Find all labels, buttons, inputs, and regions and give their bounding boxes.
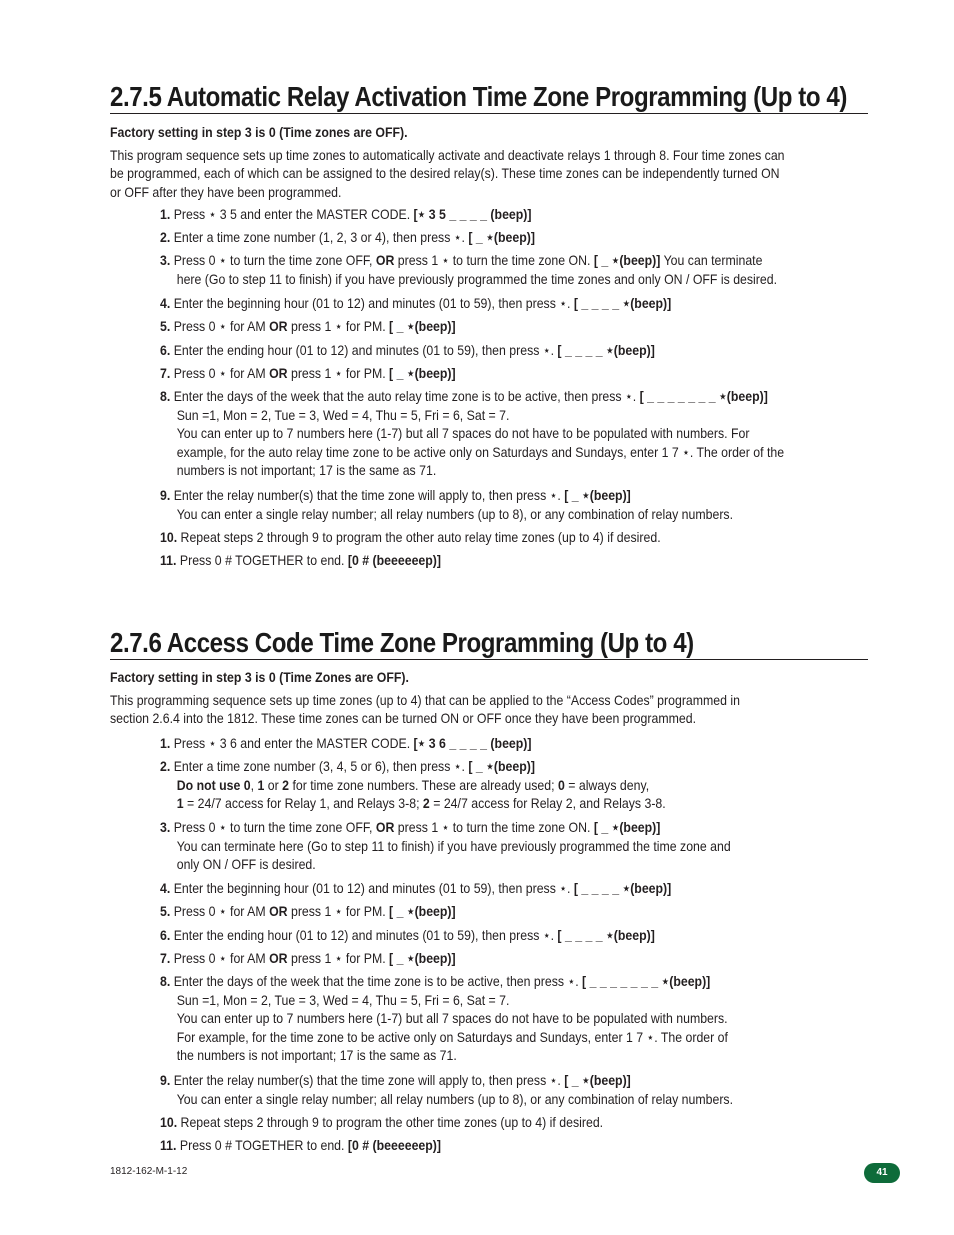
step-text: Enter the days of the week that the time zone is to be active, then press ⋆. [173, 973, 583, 989]
step-continuation-line [160, 406, 784, 425]
section-276-step [160, 949, 496, 968]
section-275-step [160, 317, 496, 336]
step-text: Press 0 ⋆ for AM [173, 318, 270, 334]
section-276-step [160, 1136, 479, 1155]
step-bold-text: [⋆ 3 6 _ _ _ _ (beep)] [413, 735, 532, 751]
section-275-step [160, 486, 811, 523]
step-text: Enter the beginning hour (01 to 12) and minutes (01 to 59), then press ⋆. [173, 880, 574, 896]
section-275-step [160, 294, 741, 313]
section-276-title: 2.7.6 Access Code Time Zone Programming (Up to 4) [110, 628, 868, 660]
step-text: Press 0 # TOGETHER to end. [179, 1137, 348, 1153]
step-bold-text: OR [269, 950, 288, 966]
step-text: = 24/7 access for Relay 1, and Relays 3-8; [183, 795, 423, 811]
step-continuation-line [160, 1028, 728, 1047]
intro-line: This program sequence sets up time zones to automatically activate and deactivate relays 1 through 8. Four time zones can [110, 147, 785, 163]
step-bold-text: Do not use 0 [176, 776, 251, 793]
step-line [160, 879, 671, 898]
step-text: Repeat steps 2 through 9 to program the other auto relay time zones (up to 4) if desired. [180, 529, 661, 545]
step-number: 5. [160, 318, 174, 334]
step-number: 6. [160, 927, 174, 943]
step-number: 4. [160, 880, 174, 896]
step-text: press 1 ⋆ for PM. [287, 903, 390, 919]
step-text: You can enter a single relay number; all relay numbers (up to 8), or any combination of relay numbers. [176, 1090, 734, 1107]
step-text: Enter the relay number(s) that the time zone will apply to, then press ⋆. [173, 487, 565, 503]
step-text: press 1 ⋆ to turn the time zone ON. [394, 252, 594, 268]
intro-line: section 2.6.4 into the 1812. These time zones can be turned ON or OFF once they have been programmed. [110, 710, 696, 727]
step-text: Enter a time zone number (1, 2, 3 or 4), then press ⋆. [173, 229, 469, 245]
step-text: press 1 ⋆ for PM. [287, 950, 390, 966]
step-text: You can enter up to 7 numbers here (1-7) but all 7 spaces do not have to be populated with numbers. [176, 1010, 728, 1026]
step-number: 2. [160, 229, 174, 245]
step-bold-text: OR [375, 819, 395, 835]
step-continuation-line [160, 443, 784, 462]
step-text: Enter the ending hour (01 to 12) and minutes (01 to 59), then press ⋆. [173, 342, 558, 358]
step-bold-text: [⋆ 3 5 _ _ _ _ (beep)] [413, 206, 532, 222]
section-275-step [160, 387, 869, 480]
step-text: for time zone numbers. These are already used; [289, 776, 558, 793]
step-bold-text: 2 [282, 776, 290, 793]
step-text: Press 0 ⋆ to turn the time zone OFF, [173, 819, 376, 835]
step-bold-text: 2 [422, 795, 430, 811]
step-text: You can enter up to 7 numbers here (1-7) but all 7 spaces do not have to be populated with numbers. For [176, 425, 750, 441]
section-276-step [160, 757, 735, 813]
section-275-step [160, 205, 582, 224]
step-text: You can terminate [660, 252, 763, 268]
step-bold-text: [0 # (beeeeeep)] [347, 1137, 442, 1153]
step-bold-text: [ _ ⋆(beep)] [564, 487, 631, 503]
step-text: , [250, 776, 258, 793]
step-number: 7. [160, 365, 174, 381]
step-bold-text: [ _ ⋆(beep)] [468, 229, 535, 245]
step-number: 4. [160, 295, 174, 311]
step-line [160, 1113, 603, 1132]
step-number: 10. [160, 1114, 181, 1130]
step-text: Press ⋆ 3 6 and enter the MASTER CODE. [173, 735, 414, 751]
step-text: example, for the auto relay time zone to be active only on Saturdays and Sundays, enter 1 7 ⋆. The order of the [176, 443, 785, 460]
section-276-step [160, 818, 809, 874]
step-line [160, 486, 733, 505]
step-line [160, 818, 731, 837]
section-275-step [160, 551, 479, 570]
step-line [160, 387, 784, 406]
section-276-step [160, 902, 496, 921]
step-text: numbers is not important; 17 is the same as 71. [176, 462, 437, 478]
step-number: 7. [160, 950, 174, 966]
step-text: Enter a time zone number (3, 4, 5 or 6), then press ⋆. [173, 758, 469, 774]
step-text: Enter the relay number(s) that the time zone will apply to, then press ⋆. [173, 1072, 565, 1088]
step-text: Enter the beginning hour (01 to 12) and minutes (01 to 59), then press ⋆. [173, 295, 574, 311]
step-continuation-line [160, 270, 777, 289]
step-text: Press 0 ⋆ for AM [173, 365, 270, 381]
step-text: = always deny, [564, 776, 650, 793]
step-number: 3. [160, 819, 174, 835]
step-text: You can terminate here (Go to step 11 to finish) if you have previously programmed the time zone and [176, 837, 731, 854]
step-bold-text: OR [269, 903, 288, 919]
step-text: press 1 ⋆ for PM. [287, 318, 390, 334]
step-number: 1. [160, 735, 174, 751]
step-continuation-line [160, 855, 731, 874]
section-275-step [160, 364, 496, 383]
step-line [160, 734, 532, 753]
step-line [160, 1071, 733, 1090]
step-continuation-line [160, 1009, 728, 1028]
step-bold-text: 1 [176, 795, 184, 811]
section-275-step [160, 228, 586, 247]
page-number-badge: 41 [864, 1163, 900, 1183]
step-number: 11. [160, 1137, 180, 1153]
section-276-intro [110, 691, 870, 728]
step-number: 10. [160, 529, 181, 545]
step-number: 11. [160, 552, 180, 568]
step-text: Press 0 ⋆ for AM [173, 903, 270, 919]
step-text: Sun =1, Mon = 2, Tue = 3, Wed = 4, Thu = 5, Fri = 6, Sat = 7. [176, 406, 510, 423]
step-bold-text: [ _ ⋆(beep)] [389, 318, 456, 334]
step-bold-text: 0 [557, 776, 565, 793]
step-text: here (Go to step 11 to finish) if you have previously programmed the time zones and only ON / OFF is desired. [176, 270, 778, 287]
intro-line: or OFF after they have been programmed. [110, 183, 342, 200]
step-text: = 24/7 access for Relay 2, and Relays 3-8. [429, 795, 666, 811]
step-continuation-line [160, 1046, 728, 1065]
section-276-step [160, 1071, 811, 1108]
step-line [160, 926, 655, 945]
section-276-factory-setting: Factory setting in step 3 is 0 (Time Zones are OFF). [110, 669, 409, 685]
step-line [160, 551, 441, 570]
step-bold-text: [ _ _ _ _ ⋆(beep)] [557, 927, 655, 943]
step-line [160, 757, 666, 776]
section-276-step [160, 734, 582, 753]
section-276-step [160, 1113, 664, 1132]
step-line [160, 341, 655, 360]
step-line [160, 528, 661, 547]
step-bold-text: [ _ _ _ _ ⋆(beep)] [573, 880, 672, 896]
step-bold-text: [ _ ⋆(beep)] [389, 365, 456, 381]
step-number: 6. [160, 342, 174, 358]
document-code: 1812-162-M-1-12 [110, 1166, 188, 1177]
step-text: Press 0 ⋆ for AM [173, 950, 270, 966]
step-bold-text: OR [269, 318, 288, 334]
step-bold-text: [0 # (beeeeeep)] [347, 552, 442, 568]
section-275-factory-setting: Factory setting in step 3 is 0 (Time zones are OFF). [110, 124, 408, 140]
step-bold-text: [ _ ⋆(beep)] [389, 903, 456, 919]
step-continuation-line [160, 505, 733, 524]
step-bold-text: [ _ ⋆(beep)] [593, 819, 661, 835]
step-number: 9. [160, 1072, 174, 1088]
step-bold-text: [ _ _ _ _ _ _ _ ⋆(beep)] [582, 973, 711, 989]
step-text: or [264, 776, 283, 793]
step-line [160, 251, 777, 270]
section-275-step [160, 528, 729, 547]
step-line [160, 205, 532, 224]
step-number: 9. [160, 487, 174, 503]
step-bold-text: [ _ _ _ _ _ _ _ ⋆(beep)] [639, 388, 768, 404]
step-continuation-line [160, 424, 784, 443]
step-line [160, 317, 456, 336]
step-continuation-line [160, 837, 731, 856]
step-text: the numbers is not important; 17 is the same as 71. [176, 1047, 457, 1063]
section-275-step [160, 341, 722, 360]
step-number: 3. [160, 252, 174, 268]
section-276-step [160, 879, 741, 898]
intro-line: This programming sequence sets up time zones (up to 4) that can be applied to the “Access Codes” programmed in [110, 692, 741, 708]
step-continuation-line [160, 991, 728, 1010]
step-number: 1. [160, 206, 174, 222]
step-line [160, 294, 671, 313]
step-text: Sun =1, Mon = 2, Tue = 3, Wed = 4, Thu = 5, Fri = 6, Sat = 7. [176, 991, 510, 1008]
intro-line: be programmed, each of which can be assigned to the desired relay(s). These time zones can be independently turned ON [110, 165, 780, 182]
step-line [160, 972, 728, 991]
step-continuation-line [160, 776, 666, 795]
step-continuation-line [160, 1090, 733, 1109]
step-line [160, 949, 456, 968]
step-number: 2. [160, 758, 174, 774]
step-text: only ON / OFF is desired. [176, 856, 316, 872]
step-bold-text: [ _ ⋆(beep)] [564, 1072, 631, 1088]
step-text: You can enter a single relay number; all relay numbers (up to 8), or any combination of relay numbers. [176, 505, 734, 522]
step-line [160, 1136, 441, 1155]
step-text: Enter the ending hour (01 to 12) and minutes (01 to 59), then press ⋆. [173, 927, 558, 943]
section-276-step [160, 926, 722, 945]
step-text: Press ⋆ 3 5 and enter the MASTER CODE. [173, 206, 414, 222]
step-bold-text: [ _ ⋆(beep)] [468, 758, 535, 774]
step-number: 8. [160, 973, 174, 989]
step-bold-text: [ _ ⋆(beep)] [593, 252, 661, 268]
step-bold-text: 1 [257, 776, 265, 793]
step-line [160, 228, 535, 247]
section-275-step [160, 251, 861, 288]
step-bold-text: [ _ _ _ _ ⋆(beep)] [557, 342, 655, 358]
step-continuation-line [160, 794, 666, 813]
section-276-step [160, 972, 805, 1065]
step-line [160, 902, 456, 921]
step-continuation-line [160, 461, 784, 480]
step-text: Press 0 # TOGETHER to end. [179, 552, 348, 568]
step-text: Enter the days of the week that the auto relay time zone is to be active, then press ⋆. [173, 388, 640, 404]
step-text: press 1 ⋆ for PM. [287, 365, 390, 381]
step-bold-text: OR [375, 252, 395, 268]
step-number: 5. [160, 903, 174, 919]
step-text: Repeat steps 2 through 9 to program the other time zones (up to 4) if desired. [180, 1114, 604, 1130]
section-275-title: 2.7.5 Automatic Relay Activation Time Zone Programming (Up to 4) [110, 82, 868, 114]
step-text: For example, for the time zone to be active only on Saturdays and Sundays, enter 1 7 ⋆. The order of [176, 1028, 728, 1045]
step-text: press 1 ⋆ to turn the time zone ON. [394, 819, 594, 835]
section-275-intro [110, 146, 870, 201]
step-bold-text: OR [269, 365, 288, 381]
step-line [160, 364, 456, 383]
step-bold-text: [ _ ⋆(beep)] [389, 950, 456, 966]
step-text: Press 0 ⋆ to turn the time zone OFF, [173, 252, 376, 268]
step-bold-text: [ _ _ _ _ ⋆(beep)] [573, 295, 672, 311]
step-number: 8. [160, 388, 174, 404]
